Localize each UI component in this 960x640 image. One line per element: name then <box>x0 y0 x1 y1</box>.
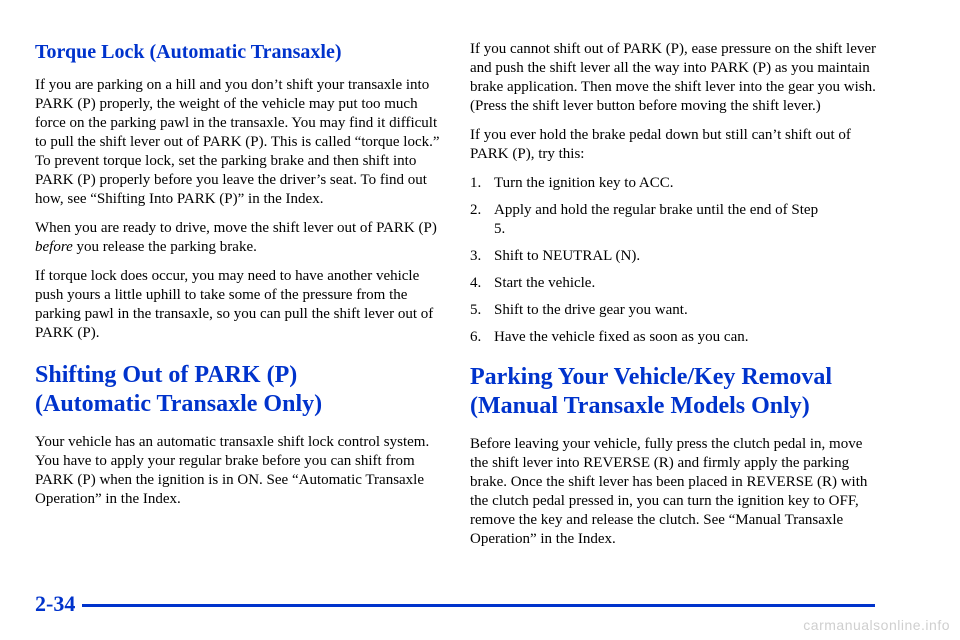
parking-heading-line-2: (Manual Transaxle Models Only) <box>470 393 810 419</box>
list-item <box>470 328 880 347</box>
cannot-shift-paragraph: If you cannot shift out of PARK (P), ease pressure on the shift lever and push the shift lever all the way into PARK (P) as you maintain brake application. Then move the shift lever into the gear you wish. (Press the shift lever button before moving the shift lever.) <box>470 41 877 114</box>
shifting-heading-line-2: (Automatic Transaxle Only) <box>35 391 323 417</box>
shifting-paragraph: Your vehicle has an automatic transaxle shift lock control system. You have to apply your regular brake before you can shift from PARK (P) when the ignition is in ON. See “Automatic Transaxle Operation” in the Index. <box>35 434 430 507</box>
watermark: carmanualsonline.info <box>803 617 950 633</box>
torque-lock-paragraph-2 <box>35 219 440 257</box>
list-item <box>470 301 880 320</box>
torque-lock-emphasis-before: before <box>35 239 73 255</box>
step-text: Shift to NEUTRAL (N). <box>494 248 641 264</box>
still-cant-shift-paragraph: If you ever hold the brake pedal down but still can’t shift out of PARK (P), try this: <box>470 127 851 162</box>
left-column <box>35 40 440 519</box>
step-text: Shift to the drive gear you want. <box>494 302 688 318</box>
step-number: 1. <box>470 175 482 191</box>
torque-lock-heading: Torque Lock (Automatic Transaxle) <box>35 41 342 63</box>
step-text: Apply and hold the regular brake until the end of Step 5. <box>494 202 819 237</box>
parking-key-removal-heading <box>470 363 880 421</box>
step-text: Start the vehicle. <box>494 275 596 291</box>
step-number: 5. <box>470 302 482 318</box>
torque-lock-paragraph-3: If torque lock does occur, you may need to have another vehicle push yours a little uphill to take some of the pressure from the parking pawl in the transaxle, so you can pull the shift lever out of PARK (P). <box>35 268 434 341</box>
right-column <box>470 40 880 559</box>
step-number: 3. <box>470 248 482 264</box>
step-text: Have the vehicle fixed as soon as you can. <box>494 329 749 345</box>
page-number: 2-34 <box>35 591 76 616</box>
step-number: 4. <box>470 275 482 291</box>
footer-rule <box>82 604 875 607</box>
step-number: 6. <box>470 329 482 345</box>
step-number: 2. <box>470 202 482 218</box>
parking-heading-line-1: Parking Your Vehicle/Key Removal <box>470 364 832 390</box>
list-item <box>470 174 880 193</box>
list-item <box>470 274 880 293</box>
list-item <box>470 247 880 266</box>
list-item <box>470 201 880 239</box>
torque-lock-paragraph-2-start: When you are ready to drive, move the shift lever out of PARK (P) <box>35 220 437 236</box>
shifting-out-of-park-heading <box>35 361 440 419</box>
steps-list <box>470 174 880 347</box>
step-text: Turn the ignition key to ACC. <box>494 175 674 191</box>
shifting-heading-line-1: Shifting Out of PARK (P) <box>35 362 298 388</box>
torque-lock-paragraph-2-end: you release the parking brake. <box>72 239 257 255</box>
parking-paragraph: Before leaving your vehicle, fully press the clutch pedal in, move the shift lever into REVERSE (R) and firmly apply the parking brake. Once the shift lever has been placed in REVERSE (R) with the clutch pedal pressed in, you can turn the ignition key to OFF, remove the key and release the clutch. See “Manual Transaxle Operation” in the Index. <box>470 436 868 547</box>
torque-lock-paragraph-1: If you are parking on a hill and you don’t shift your transaxle into PARK (P) properly, the weight of the vehicle may put too much force on the parking pawl in the transaxle. You may find it difficult to pull the shift lever out of PARK (P). This is called “torque lock.” To prevent torque lock, set the parking brake and then shift into PARK (P) properly before you leave the driver’s seat. To find out how, see “Shifting Into PARK (P)” in the Index. <box>35 77 440 207</box>
